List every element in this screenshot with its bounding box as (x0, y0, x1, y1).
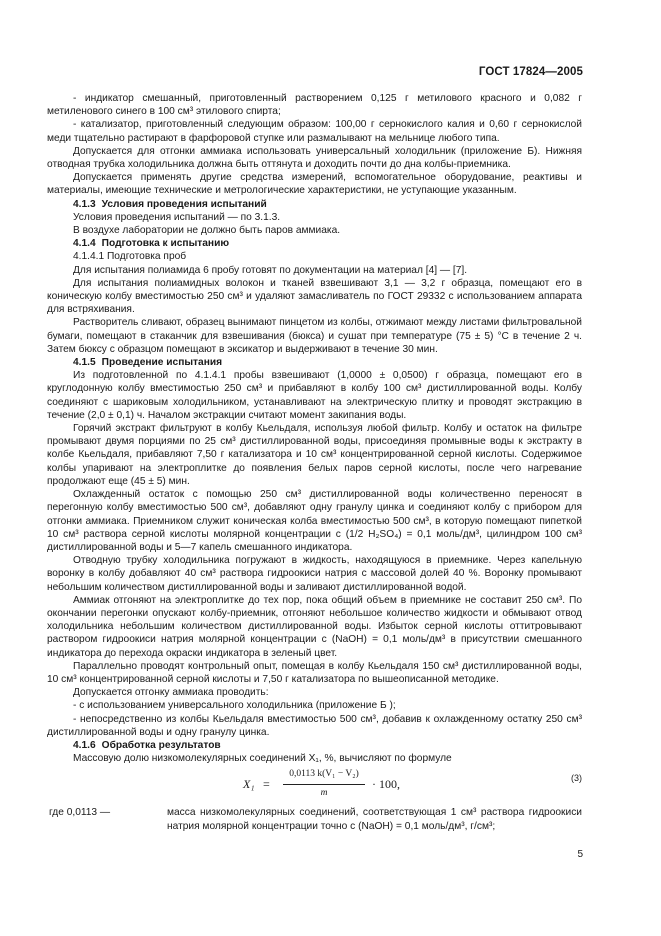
paragraph: В воздухе лаборатории не должно быть паров аммиака. (73, 225, 341, 237)
section-heading-4-1-6 (47, 739, 582, 752)
page-number: 5 (577, 849, 583, 860)
paragraph: Параллельно проводят контрольный опыт, помещая в колбу Кьельдаля 150 см³ дистиллированной воды, 10 см³ концентрированной серной кислоты и 7,50 г катализатора по вышеописанной методике. (47, 660, 582, 685)
formula-lhs: X₁ (243, 777, 255, 792)
section-heading-4-1-5 (47, 356, 582, 369)
page-body (47, 92, 582, 833)
section-number: 4.1.4 (73, 238, 96, 250)
formula-3 (47, 768, 582, 802)
list-item: - непосредственно из колбы Кьельдаля вместимостью 500 см³, добавив к охлажденному остатку 250 см³ дистиллированной воды и одну гранулу цинка. (47, 713, 582, 738)
paragraph: Растворитель сливают, образец вынимают пинцетом из колбы, отжимают между листами фильтровальной бумаги, помещают в стаканчик для взвешивания (бюкса) и сушат при температуре (75 ± 5) °С в течение 2 ч. Затем бюксу с образцом помещают в эксикатор и выдерживают в течение 30 мин. (47, 317, 582, 355)
formula-numerator: 0,0113 k(V₁ − V₂) (283, 768, 365, 784)
formula-multiplier: · 100, (372, 777, 400, 792)
section-heading-4-1-3 (47, 198, 582, 211)
paragraph: Условия проведения испытаний — по 3.1.3. (73, 211, 281, 223)
paragraph: Допускается применять другие средства измерений, вспомогательное оборудование, реактивы и материалы, имеющие технические и метрологические характеристики, не уступающие указанным. (47, 172, 582, 197)
paragraph: Массовую долю низкомолекулярных соединений X₁, %, вычисляют по формуле (73, 753, 452, 765)
legend-term: где 0,0113 — (49, 807, 111, 819)
paragraph: Для испытания полиамидных волокон и тканей взвешивают 3,1 — 3,2 г образца, помещают его в коническую колбу вместимостью 250 см³ и удаляют замасливатель по ГОСТ 29332 с использованием аппарата для встряхивания. (47, 277, 582, 316)
formula-denominator: m (320, 787, 328, 798)
formula-equals: = (263, 777, 270, 792)
section-title: Условия проведения испытаний (101, 198, 267, 210)
list-item: - с использованием универсального холодильника (приложение Б ); (73, 700, 396, 712)
paragraph: Аммиак отгоняют на электроплитке до тех пор, пока общий объем в приемнике не составит 250 см³. По окончании перегонки опускают колбу-приемник, отгоняют небольшое количество жидкости и обмывают отвод холодильника небольшим количеством дистиллированной воды. Избыток серной кислоты оттитровывают раствором гидроокиси натрия молярной концентрации c (NaOH) = 0,1 моль/дм³ в присутствии смешанного индикатора до перехода окраски индикатора в зеленый цвет. (47, 594, 582, 659)
legend-description: масса низкомолекулярных соединений, соответствующая 1 см³ раствора гидроокиси натрия молярной концентрации точно c (NaOH) = 0,1 моль/дм³, г/см³; (167, 807, 582, 832)
paragraph: Отводную трубку холодильника погружают в жидкость, находящуюся в приемнике. Через капельную воронку в колбу добавляют 40 см³ раствора гидроокиси натрия с массовой долей 40 %. Воронку промывают небольшим количеством дистиллированной воды и заливают дистиллированной водой. (47, 555, 582, 593)
section-title: Подготовка к испытанию (101, 238, 230, 250)
section-title: Обработка результатов (101, 739, 221, 751)
formula-legend (47, 806, 582, 832)
section-title: Проведение испытания (101, 357, 223, 369)
paragraph: Допускается отгонку аммиака проводить: (73, 687, 269, 699)
section-number: 4.1.3 (73, 198, 96, 210)
paragraph: - катализатор, приготовленный следующим образом: 100,00 г сернокислого калия и 0,60 г сернокислой меди тщательно растирают в фарфоровой ступке или размалывают на мельнице любого типа. (47, 119, 582, 144)
formula-number: (3) (571, 773, 582, 784)
paragraph: Для испытания полиамида 6 пробу готовят по документации на материал [4] — [7]. (73, 264, 468, 276)
paragraph: Горячий экстракт фильтруют в колбу Кьельдаля, используя любой фильтр. Колбу и остаток на фильтре промывают двумя порциями по 25 см³ дистиллированной воды, присоединяя промывные воды к экстракту в колбе Кьельдаля, прибавляют 7,50 г катализатора и 10 см³ концентрированной серной кислоты. Содержимое колбы упаривают на электроплитке до появления белых паров серной кислоты, после чего нагревание продолжают еще (45 ± 5) мин. (47, 423, 582, 487)
paragraph: Допускается для отгонки аммиака использовать универсальный холодильник (приложение Б). Нижняя отводная трубка холодильника должна быть оттянута и доходить почти до дна колбы-приемника. (47, 145, 582, 171)
formula-fraction (283, 768, 365, 799)
paragraph: Из подготовленной по 4.1.4.1 пробы взвешивают (1,0000 ± 0,0500) г образца, помещают его в круглодонную колбу вместимостью 250 см³ и прибавляют в колбу 100 см³ дистиллированной воды. Колбу соединяют с шариковым холодильником, устанавливают на электрическую плитку и проводят экстракцию в течение (2,0 ± 0,1) ч. Началом экстракции считают момент закипания воды. (47, 370, 582, 421)
section-number: 4.1.5 (73, 357, 96, 369)
paragraph: Охлажденный остаток с помощью 250 см³ дистиллированной воды количественно переносят в перегонную колбу вместимостью 500 см³, добавляют одну гранулу цинка и соединяют колбу с прибором для отгонки аммиака. Приемником служит коническая колба вместимостью 500 см³, в которую помещают пипеткой 10 см³ раствора серной кислоты молярной концентрации c (1/2 H₂SO₄) = 0,1 моль/дм³, цилиндром 100 см³ дистиллированной воды и 5—7 капель смешанного индикатора. (47, 489, 582, 553)
paragraph: - индикатор смешанный, приготовленный растворением 0,125 г метилового красного и 0,082 г метиленового синего в 100 см³ этилового спирта; (47, 93, 582, 118)
subsection-heading-4-1-4-1: 4.1.4.1 Подготовка проб (73, 251, 187, 263)
standard-header: ГОСТ 17824—2005 (478, 66, 583, 78)
section-number: 4.1.6 (73, 739, 96, 751)
section-heading-4-1-4 (47, 237, 582, 250)
